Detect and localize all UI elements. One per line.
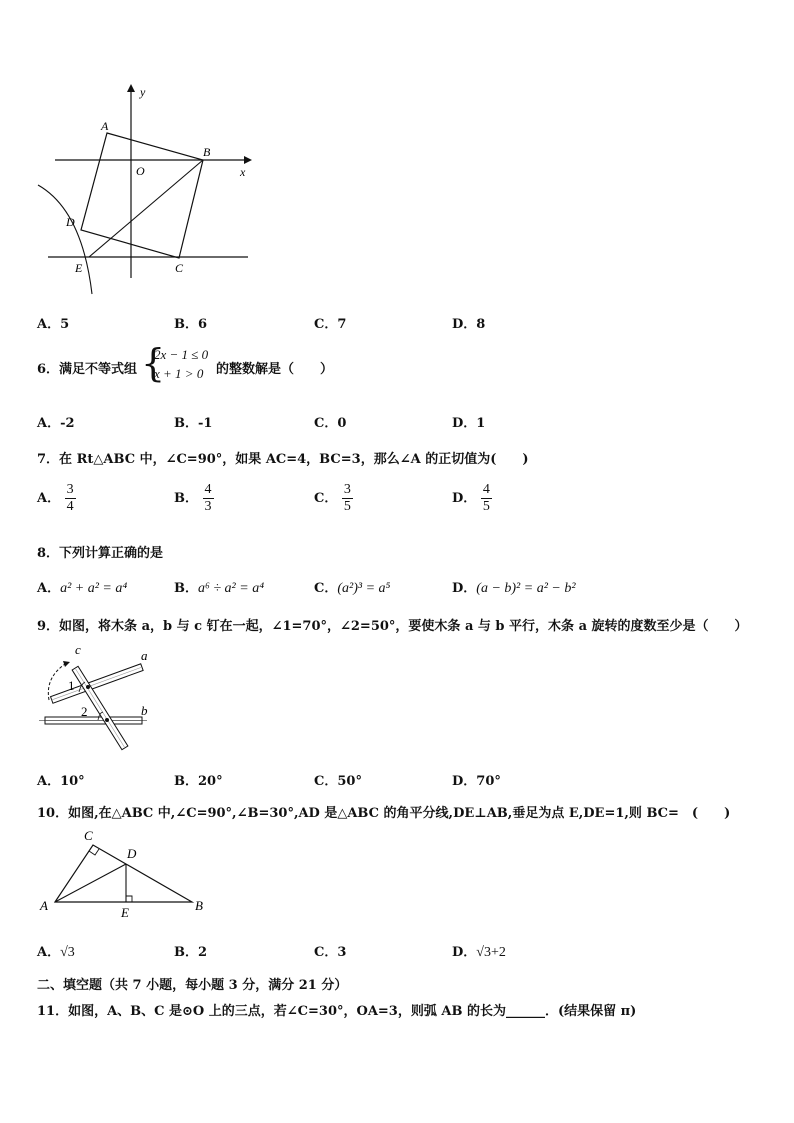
- q11-stem: 11．如图，A、B、C 是⊙O 上的三点，若∠C=30°，OA=3，则弧 AB 的长为______．(结果保留 π): [37, 1004, 637, 1019]
- label-c: C: [84, 828, 93, 843]
- parallelogram-abcd: [81, 133, 203, 258]
- option-label: C．: [314, 581, 338, 596]
- q8-option-c[interactable]: [314, 577, 390, 597]
- q5-option-c[interactable]: C．7: [314, 317, 347, 332]
- option-label: D．: [452, 945, 477, 960]
- expression: a⁶ ÷ a² = a⁴: [198, 581, 265, 596]
- q5-option-a[interactable]: A．5: [37, 317, 70, 332]
- q6-option-d[interactable]: D．1: [452, 416, 486, 431]
- q6-inequality-system: [154, 345, 208, 383]
- right-angle-c: [89, 849, 99, 855]
- option-label: A．: [37, 945, 61, 960]
- label-1: 1: [68, 678, 75, 693]
- q8-option-d[interactable]: [452, 577, 576, 597]
- label-a: a: [141, 648, 148, 663]
- fraction: $\frac{4}{3}$: [204, 482, 212, 514]
- q10-option-a[interactable]: [37, 941, 75, 961]
- right-angle-e: [126, 896, 132, 902]
- triangle-abc: [55, 845, 192, 902]
- segment-ad: [55, 864, 126, 902]
- q10-option-c[interactable]: C．3: [314, 945, 347, 960]
- nail-2: [105, 718, 109, 722]
- section-title: 二、填空题（共 7 小题，每小题 3 分，满分 21 分）: [37, 978, 348, 993]
- sticks-figure: [35, 642, 165, 752]
- system-brace: {: [141, 341, 166, 385]
- label-c: C: [175, 261, 184, 275]
- q9-option-c[interactable]: C．50°: [314, 774, 362, 789]
- x-axis-arrow: [244, 156, 252, 164]
- expression: (a − b)² = a² − b²: [476, 581, 576, 596]
- expression: a² + a² = a⁴: [60, 581, 128, 596]
- label-b: b: [141, 703, 148, 718]
- label-o: O: [136, 164, 145, 178]
- arc: [38, 185, 92, 294]
- label-b: B: [203, 145, 211, 159]
- option-label: D．: [452, 581, 477, 596]
- fraction: $\frac{3}{4}$: [66, 482, 74, 514]
- fraction: $\frac{4}{5}$: [482, 482, 490, 514]
- label-x: x: [240, 165, 246, 179]
- q7-stem: 7．在 Rt△ABC 中，∠C=90°，如果 AC=4，BC=3，那么∠A 的正切值为( ): [37, 452, 529, 467]
- expression: (a²)³ = a⁵: [337, 581, 391, 596]
- q8-option-a[interactable]: [37, 577, 127, 597]
- y-axis-arrow: [127, 84, 135, 92]
- q7-option-b[interactable]: [174, 482, 214, 515]
- q5-option-d[interactable]: D．8: [452, 317, 486, 332]
- q6-stem: 6．满足不等式组: [37, 362, 138, 377]
- option-label: A．: [37, 491, 61, 506]
- q7-option-c[interactable]: [314, 482, 353, 515]
- q7-option-a[interactable]: [37, 482, 76, 515]
- label-y: y: [140, 85, 146, 99]
- expression: √3+2: [476, 945, 506, 960]
- q10-option-b[interactable]: B．2: [174, 945, 208, 960]
- option-label: C．: [314, 491, 338, 506]
- q8-stem: 8．下列计算正确的是: [37, 546, 164, 561]
- label-2: 2: [81, 704, 88, 719]
- q8-option-b[interactable]: [174, 577, 264, 597]
- inequality-2: x + 1 > 0: [154, 366, 204, 381]
- q9-option-a[interactable]: A．10°: [37, 774, 85, 789]
- q9-option-b[interactable]: B．20°: [174, 774, 223, 789]
- label-a: A: [40, 898, 48, 913]
- q9-option-d[interactable]: D．70°: [452, 774, 501, 789]
- label-b: B: [195, 898, 203, 913]
- q9-stem: 9．如图，将木条 a，b 与 c 钉在一起，∠1=70°，∠2=50°，要使木条 a 与 b 平行，木条 a 旋转的度数至少是（ ）: [37, 619, 748, 634]
- fraction: $\frac{3}{5}$: [343, 482, 351, 514]
- label-d: D: [127, 846, 137, 861]
- q5-option-b[interactable]: B．6: [174, 317, 208, 332]
- q10-stem: 10．如图,在△ABC 中,∠C=90°,∠B=30°,AD 是△ABC 的角平分线,DE⊥AB,垂足为点 E,DE=1,则 BC= ( ): [37, 806, 731, 821]
- q10-option-d[interactable]: [452, 941, 506, 961]
- label-c: c: [75, 642, 81, 657]
- triangle-figure: [35, 824, 215, 924]
- label-e: E: [121, 905, 129, 920]
- expression: √3: [60, 945, 75, 960]
- option-label: D．: [452, 491, 477, 506]
- label-a: A: [101, 119, 109, 133]
- label-e: E: [75, 261, 83, 275]
- rotation-arrowhead: [63, 661, 70, 667]
- label-d: D: [66, 215, 75, 229]
- coordinate-figure: [30, 80, 260, 300]
- q6-tail: 的整数解是（ ）: [216, 362, 334, 377]
- option-label: A．: [37, 581, 61, 596]
- option-label: B．: [174, 581, 198, 596]
- q6-option-b[interactable]: B．-1: [174, 416, 213, 431]
- q7-option-d[interactable]: [452, 482, 492, 515]
- q6-option-c[interactable]: C．0: [314, 416, 347, 431]
- q6-option-a[interactable]: A．-2: [37, 416, 75, 431]
- inequality-1: 2x − 1 ≤ 0: [154, 347, 209, 362]
- option-label: B．: [174, 491, 198, 506]
- segment-eb: [89, 160, 203, 257]
- nail-1: [86, 685, 90, 689]
